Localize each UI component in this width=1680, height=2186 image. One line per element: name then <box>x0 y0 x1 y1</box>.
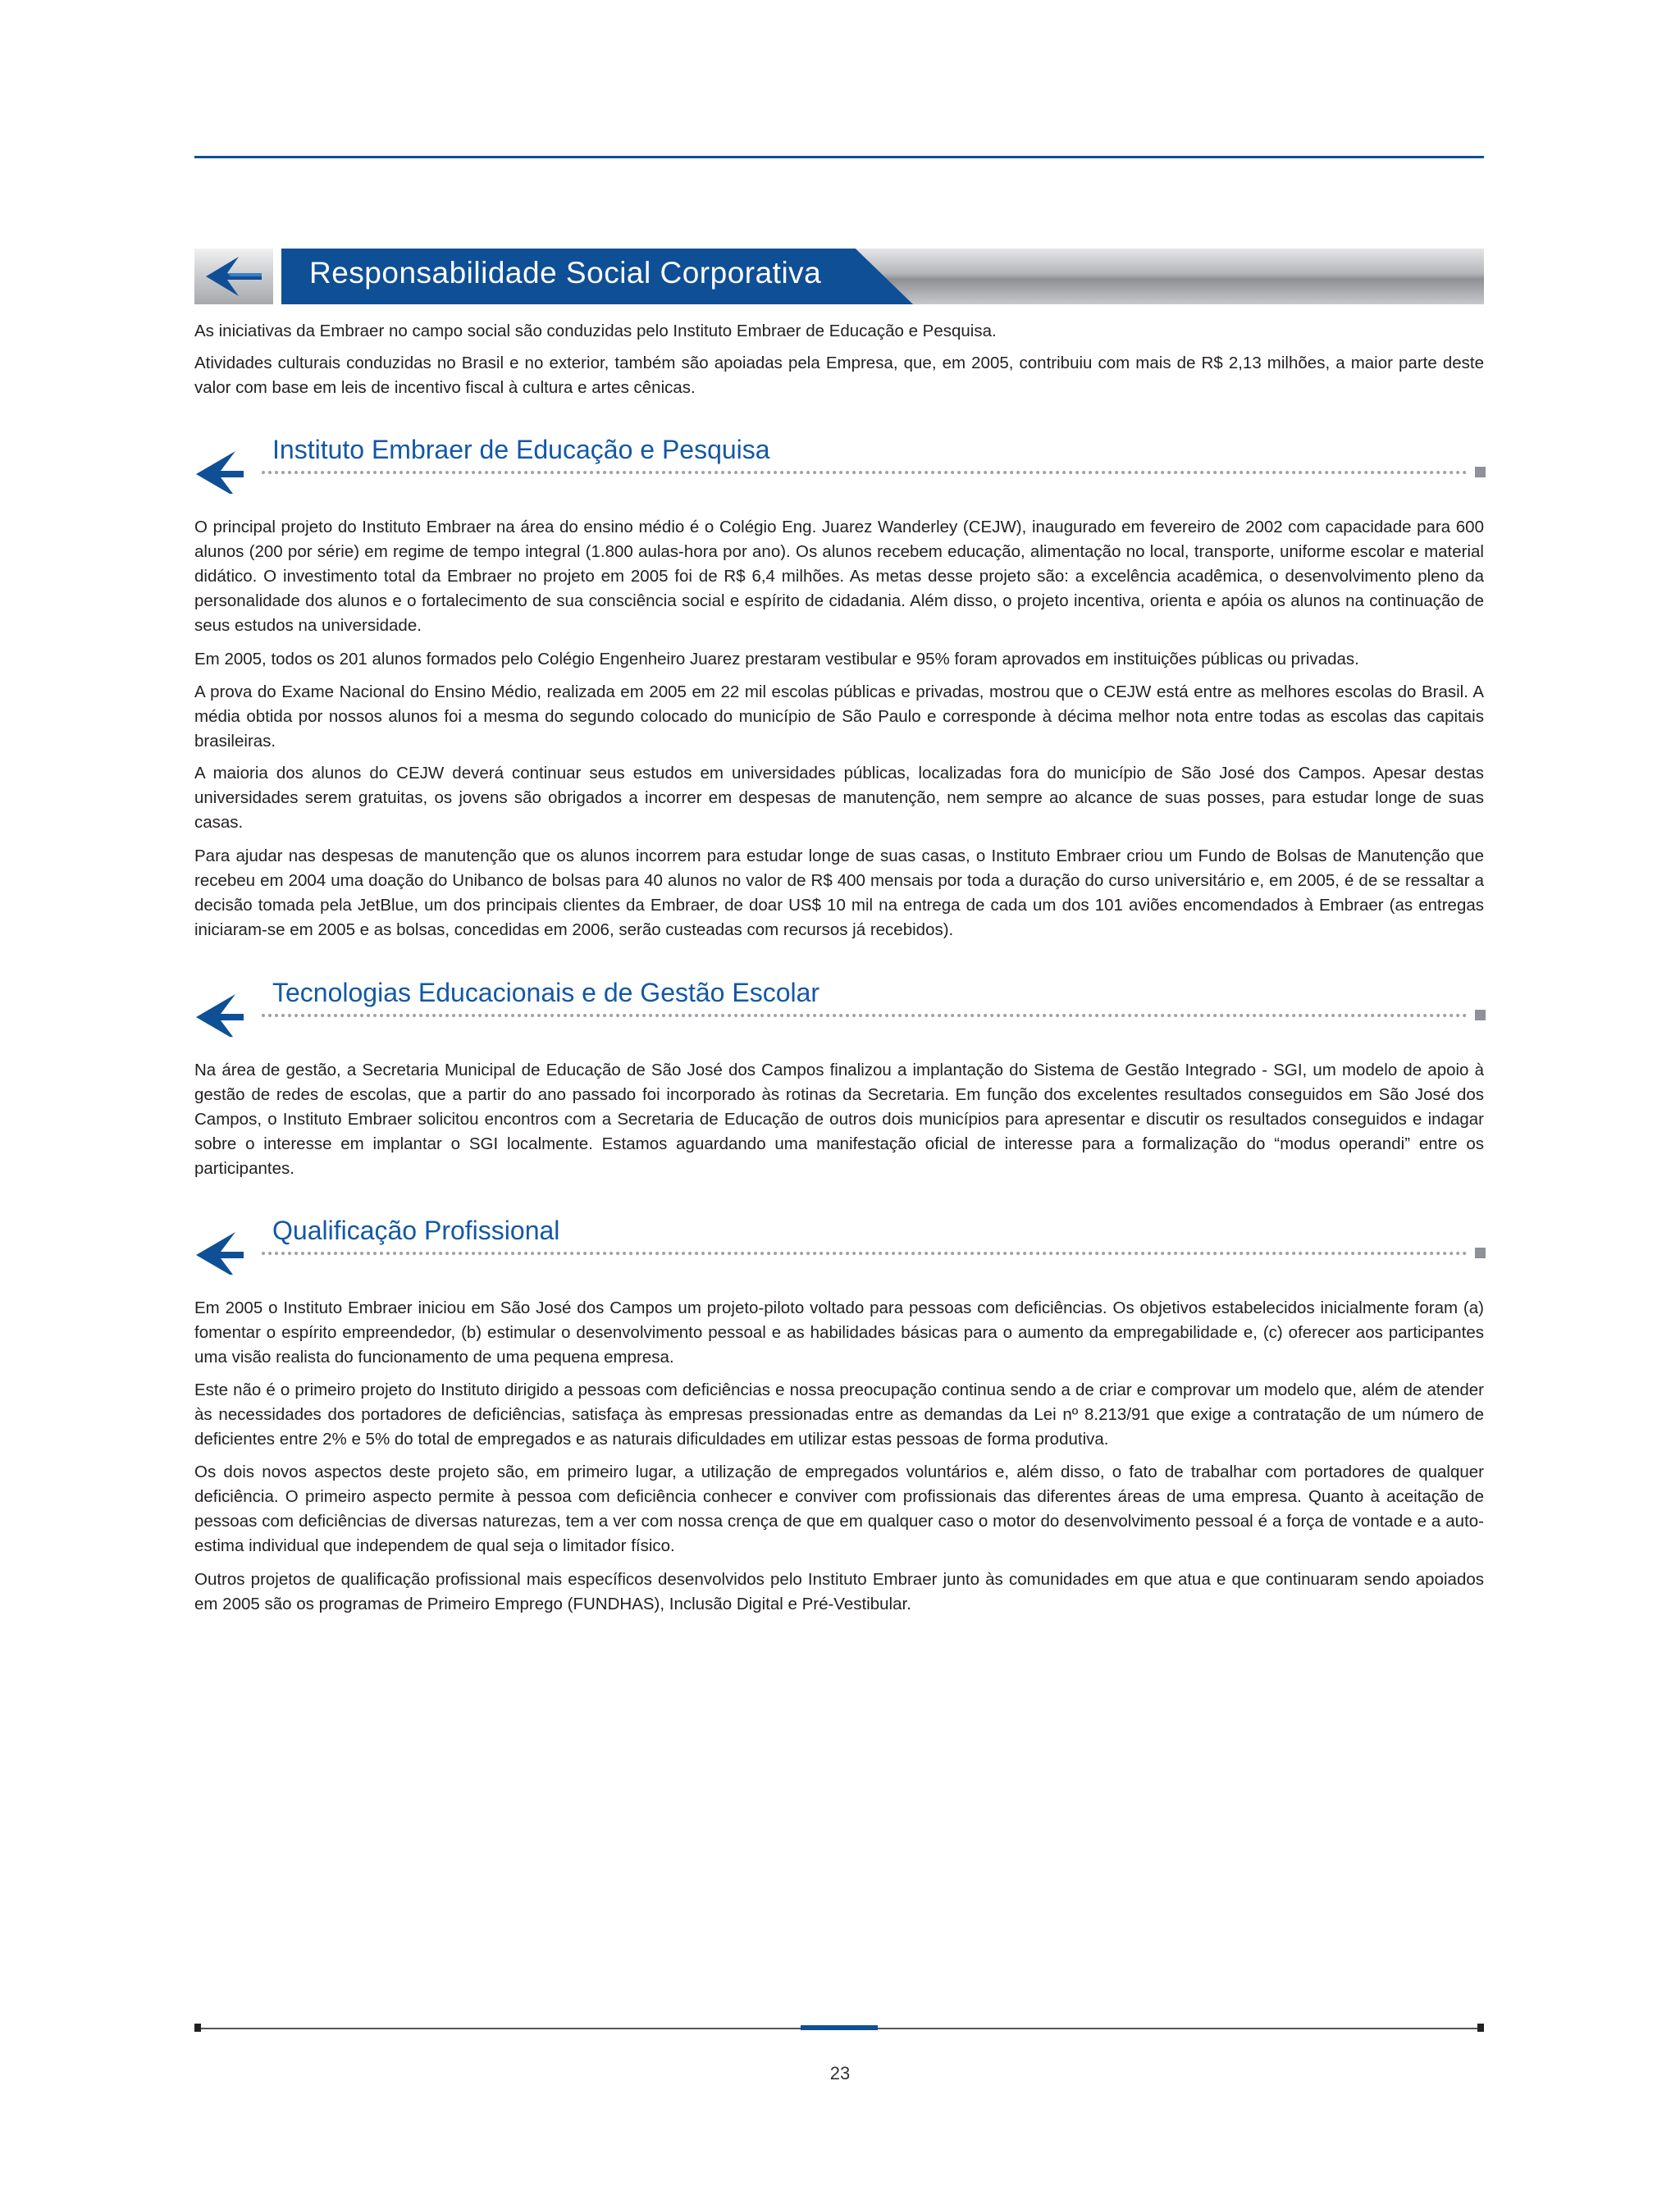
embraer-arrow-icon <box>203 255 265 298</box>
embraer-arrow-icon <box>194 993 245 1037</box>
dotted-rule <box>262 471 1468 474</box>
body-paragraph: Em 2005 o Instituto Embraer iniciou em São José dos Campos um projeto-piloto voltado para pessoas com deficiências. Os objetivos estabelecidos inicialmente foram (a) fomentar o espírito empreendedor, (b) estimular o desenvolvimento pessoal e as habilidades básicas para o aumento da empregabilidade e, (c) oferecer aos participantes uma visão realista do funcionamento de uma pequena empresa. <box>194 1298 1484 1367</box>
body-paragraph: A prova do Exame Nacional do Ensino Médio, realizada em 2005 em 22 mil escolas públicas e privadas, mostrou que o CEJW está entre as melhores escolas do Brasil. A média obtida por nossos alunos foi a mesma do segundo colocado do município de São Paulo e corresponde à décima melhor nota entre todas as escolas das capitais brasileiras. <box>194 682 1484 751</box>
body-paragraph: Outros projetos de qualificação profissional mais específicos desenvolvidos pelo Instituto Embraer junto às comunidades em que atua e que continuaram sendo apoiados em 2005 são os programas de Primeiro Emprego (FUNDHAS), Inclusão Digital e Pré-Vestibular. <box>194 1570 1484 1613</box>
rule-end-square <box>1475 1010 1486 1020</box>
section-banner <box>194 249 1484 304</box>
body-paragraph: Para ajudar nas despesas de manutenção que os alunos incorrem para estudar longe de suas casas, o Instituto Embraer criou um Fundo de Bolsas de Manutenção que recebeu em 2004 uma doação do Unibanco de bolsas para 40 alunos no valor de R$ 400 mensais por toda a duração do curso universitário e, em 2005, é de se ressaltar a decisão tomada pela JetBlue, um dos principais clientes da Embraer, de doar US$ 10 mil na entrega de cada um dos 101 aviões encomendados à Embraer (as entregas iniciaram-se em 2005 e as bolsas, concedidas em 2006, serão custeadas com recursos já recebidos). <box>194 847 1484 939</box>
section-title: Responsabilidade Social Corporativa <box>309 256 822 290</box>
page-number: 23 <box>829 2063 851 2083</box>
footer-rule-end <box>194 2024 201 2032</box>
body-paragraph: Na área de gestão, a Secretaria Municipal de Educação de São José dos Campos finalizou a implantação do Sistema de Gestão Integrado - SGI, um modelo de apoio à gestão de redes de escolas, que a partir do ano passado foi incorporado às rotinas da Secretaria. Em função dos excelentes resultados conseguidos em São José dos Campos, o Instituto Embraer solicitou encontros com a Secretaria de Educação de outros dois municípios para apresentar e discutir os resultados conseguidos e indagar sobre o interesse em implantar o SGI localmente. Estamos aguardando uma manifestação oficial de interesse para a formalização do “modus operandi” entre os participantes. <box>194 1061 1484 1178</box>
embraer-arrow-icon <box>194 450 245 494</box>
body-paragraph: Este não é o primeiro projeto do Instituto dirigido a pessoas com deficiências e nossa preocupação continua sendo a de criar e comprovar um modelo que, além de atender às necessidades dos portadores de deficiências, satisfaça às empresas pressionadas entre as demandas da Lei nº 8.213/91 que exige a contratação de um número de deficientes entre 2% e 5% do total de empregados e as naturais dificuldades em utilizar estas pessoas de forma produtiva. <box>194 1381 1484 1449</box>
subsection-header <box>194 435 1484 500</box>
body-paragraph: Os dois novos aspectos deste projeto são, em primeiro lugar, a utilização de empregados voluntários e, além disso, o fato de trabalhar com portadores de qualquer deficiência. O primeiro aspecto permite à pessoa com deficiência conhecer e conviver com profissionais das diferentes áreas de uma empresa. Quanto à aceitação de pessoas com deficiências de diversas naturezas, tem a ver com nossa crença de que em qualquer caso o motor do desenvolvimento pessoal é a força de vontade e a auto-estima individual que independem de qual seja o limitador físico. <box>194 1463 1484 1555</box>
subsection-title: Instituto Embraer de Educação e Pesquisa <box>272 435 770 464</box>
intro-paragraph: As iniciativas da Embraer no campo social são conduzidas pelo Instituto Embraer de Educação e Pesquisa. <box>194 322 997 340</box>
subsection-header <box>194 1216 1484 1281</box>
footer-accent <box>801 2025 878 2030</box>
body-paragraph: A maioria dos alunos do CEJW deverá continuar seus estudos em universidades públicas, localizadas fora do município de São José dos Campos. Apesar destas universidades serem gratuitas, os jovens são obrigados a incorrer em despesas de manutenção, nem sempre ao alcance de suas posses, para estudar longe de suas casas. <box>194 764 1484 832</box>
top-rule <box>194 156 1484 158</box>
banner-icon-box <box>194 249 273 304</box>
subsection-title: Tecnologias Educacionais e de Gestão Escolar <box>272 978 820 1007</box>
subsection-header <box>194 978 1484 1043</box>
footer-rule-end <box>1477 2024 1484 2032</box>
dotted-rule <box>262 1014 1468 1017</box>
dotted-rule <box>262 1252 1468 1255</box>
subsection-title: Qualificação Profissional <box>272 1216 560 1245</box>
body-paragraph: Em 2005, todos os 201 alunos formados pelo Colégio Engenheiro Juarez prestaram vestibular e 95% foram aprovados em instituições públicas ou privadas. <box>194 650 1359 669</box>
rule-end-square <box>1475 467 1486 477</box>
rule-end-square <box>1475 1248 1486 1258</box>
body-paragraph: O principal projeto do Instituto Embraer na área do ensino médio é o Colégio Eng. Juarez Wanderley (CEJW), inaugurado em fevereiro de 2002 com capacidade para 600 alunos (200 por série) em regime de tempo integral (1.800 aulas-hora por ano). Os alunos recebem educação, alimentação no local, transporte, uniforme escolar e material didático. O investimento total da Embraer no projeto em 2005 foi de R$ 6,4 milhões. As metas desse projeto são: a excelência acadêmica, o desenvolvimento pleno da personalidade dos alunos e o fortalecimento de sua consciência social e espírito de cidadania. Além disso, o projeto incentiva, orienta e apóia os alunos na continuação de seus estudos na universidade. <box>194 518 1484 635</box>
embraer-arrow-icon <box>194 1230 245 1275</box>
intro-paragraph: Atividades culturais conduzidas no Brasil e no exterior, também são apoiadas pela Empresa, que, em 2005, contribuiu com mais de R$ 2,13 milhões, a maior parte deste valor com base em leis de incentivo fiscal à cultura e artes cênicas. <box>194 354 1484 397</box>
